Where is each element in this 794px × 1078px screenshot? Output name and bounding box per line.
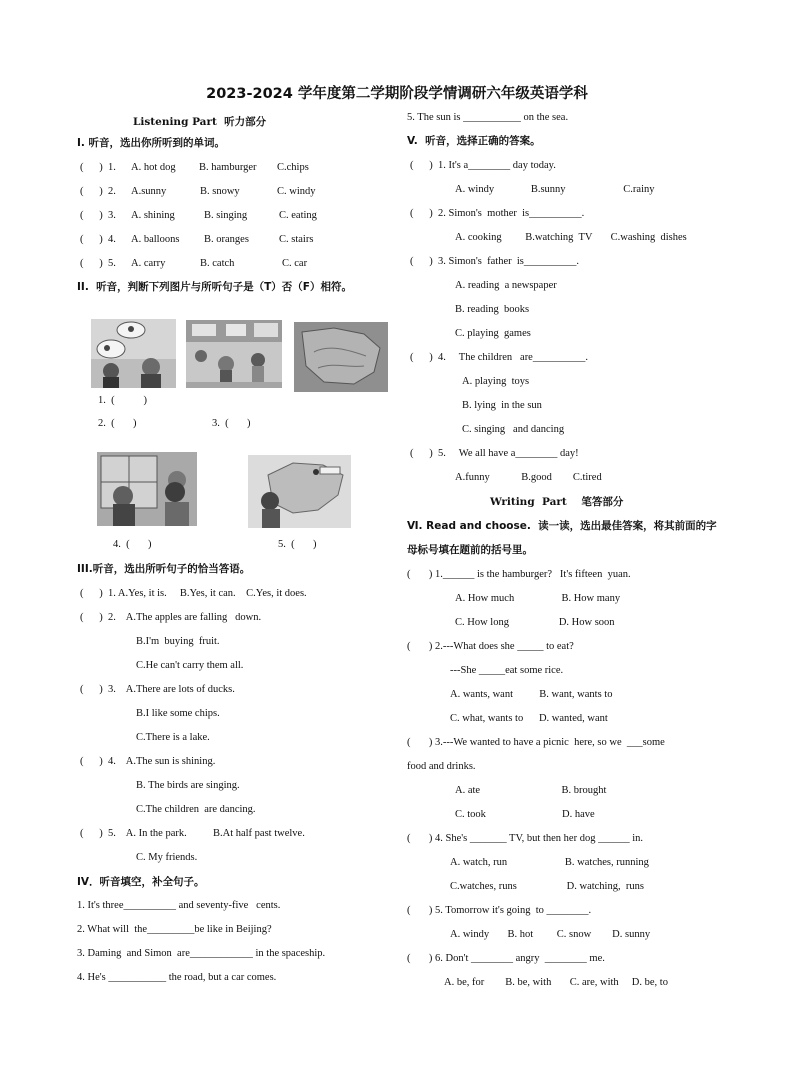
q-num: ( ) 3. — [80, 210, 116, 221]
list-item: B.I like some chips. — [136, 708, 220, 719]
list-item: A. playing toys — [462, 376, 530, 387]
list-item: A. cooking B.watching TV C.washing dishes — [455, 232, 687, 243]
list-item: ---She _____eat some rice. — [450, 665, 564, 676]
picture-1 — [91, 319, 176, 388]
option-c: C. stairs — [279, 234, 314, 245]
option-b: B. hamburger — [199, 162, 257, 173]
option-b: B. snowy — [200, 186, 240, 197]
list-item: 5. The sun is ___________ on the sea. — [407, 112, 569, 123]
listening-heading: Listening Part 听力部分 — [133, 116, 267, 128]
page-title: 2023-2024 学年度第二学期阶段学情调研六年级英语学科 — [206, 86, 588, 102]
list-item: B. The birds are singing. — [136, 780, 240, 791]
list-item: C.He can't carry them all. — [136, 660, 244, 671]
writing-heading: Writing Part 笔答部分 — [490, 496, 624, 508]
option-b: B. oranges — [204, 234, 249, 245]
list-item: A. watch, run B. watches, running — [450, 857, 649, 868]
list-item: ( ) 1. A.Yes, it is. B.Yes, it can. C.Yes, it does. — [80, 588, 307, 599]
list-item: A. be, for B. be, with C. are, with D. be, to — [444, 977, 668, 988]
list-item: A. windy B.sunny C.rainy — [455, 184, 655, 195]
picture-2 — [186, 320, 282, 388]
picture-4 — [97, 452, 197, 526]
list-item: A. How much B. How many — [455, 593, 621, 604]
section1-heading: Ⅰ. 听音，选出你所听到的单词。 — [77, 137, 226, 149]
q-num: ( ) 1. — [80, 162, 116, 173]
section4-heading: IV．听音填空，补全句子。 — [77, 876, 205, 888]
list-item: ( ) 4. The children are__________. — [410, 352, 588, 363]
list-item: B. reading books — [455, 304, 530, 315]
list-item: ( ) 6. Don't ________ angry ________ me. — [407, 953, 605, 964]
option-a: A. shining — [131, 210, 175, 221]
option-c: C. eating — [279, 210, 317, 221]
option-a: A. hot dog — [131, 162, 176, 173]
q-num: ( ) 2. — [80, 186, 116, 197]
list-item: C.watches, runs D. watching, runs — [450, 881, 644, 892]
q-num: ( ) 4. — [80, 234, 116, 245]
list-item: A. reading a newspaper — [455, 280, 557, 291]
picture-1-label: 1. ( ) — [98, 395, 147, 406]
list-item: ( ) 3.---We wanted to have a picnic here, so we ___some — [407, 737, 665, 748]
list-item: C.There is a lake. — [136, 732, 210, 743]
list-item: B. lying in the sun — [462, 400, 542, 411]
list-item: C.The children are dancing. — [136, 804, 256, 815]
list-item: ( ) 3. A.There are lots of ducks. — [80, 684, 235, 695]
section6-heading-line1: Ⅵ. Read and choose. 读一读，选出最佳答案，将其前面的字 — [407, 520, 717, 532]
list-item: ( ) 5. A. In the park. B.At half past twelve. — [80, 828, 305, 839]
option-c: C. car — [282, 258, 308, 269]
list-item: A. ate B. brought — [455, 785, 607, 796]
section5-heading: V. 听音，选择正确的答案。 — [407, 135, 541, 147]
list-item: C. singing and dancing — [462, 424, 565, 435]
list-item: A.funny B.good C.tired — [455, 472, 602, 483]
list-item: A. wants, want B. want, wants to — [450, 689, 613, 700]
list-item: food and drinks. — [407, 761, 476, 772]
picture-3-label: 3. ( ) — [212, 418, 251, 429]
picture-5 — [248, 455, 351, 528]
list-item: 3. Daming and Simon are____________ in the spaceship. — [77, 948, 326, 959]
section3-heading: III.听音，选出所听句子的恰当答语。 — [77, 563, 251, 575]
list-item: ( ) 1.______ is the hamburger? It's fifteen yuan. — [407, 569, 631, 580]
option-b: B. singing — [204, 210, 248, 221]
list-item: ( ) 5. We all have a________ day! — [410, 448, 579, 459]
list-item: A. windy B. hot C. snow D. sunny — [450, 929, 651, 940]
list-item: ( ) 2.---What does she _____ to eat? — [407, 641, 574, 652]
section6-heading-line2: 母标号填在题前的括号里。 — [407, 544, 533, 556]
list-item: ( ) 1. It's a________ day today. — [410, 160, 556, 171]
list-item: B.I'm buying fruit. — [136, 636, 220, 647]
list-item: ( ) 5. Tomorrow it's going to ________. — [407, 905, 592, 916]
picture-5-label: 5. ( ) — [278, 539, 317, 550]
list-item: ( ) 3. Simon's father is__________. — [410, 256, 580, 267]
list-item: C. took D. have — [455, 809, 595, 820]
list-item: ( ) 4. She's _______ TV, but then her dog ______ in. — [407, 833, 643, 844]
list-item: 1. It's three__________ and seventy-five cents. — [77, 900, 281, 911]
list-item: C. How long D. How soon — [455, 617, 615, 628]
option-a: A. balloons — [131, 234, 180, 245]
list-item: 4. He's ___________ the road, but a car comes. — [77, 972, 277, 983]
q-num: ( ) 5. — [80, 258, 116, 269]
option-a: A. carry — [131, 258, 166, 269]
picture-2-label: 2. ( ) — [98, 418, 137, 429]
option-c: C.chips — [277, 162, 309, 173]
list-item: ( ) 2. Simon's mother is__________. — [410, 208, 585, 219]
list-item: ( ) 2. A.The apples are falling down. — [80, 612, 262, 623]
list-item: C. My friends. — [136, 852, 198, 863]
list-item: C. playing games — [455, 328, 531, 339]
option-c: C. windy — [277, 186, 316, 197]
list-item: ( ) 4. A.The sun is shining. — [80, 756, 216, 767]
picture-3 — [294, 322, 388, 392]
section2-heading: II. 听音，判断下列图片与所听句子是（T）否（F）相符。 — [77, 281, 352, 293]
list-item: 2. What will the_________be like in Beijing? — [77, 924, 272, 935]
picture-4-label: 4. ( ) — [113, 539, 152, 550]
option-b: B. catch — [200, 258, 235, 269]
option-a: A.sunny — [131, 186, 167, 197]
list-item: C. what, wants to D. wanted, want — [450, 713, 608, 724]
